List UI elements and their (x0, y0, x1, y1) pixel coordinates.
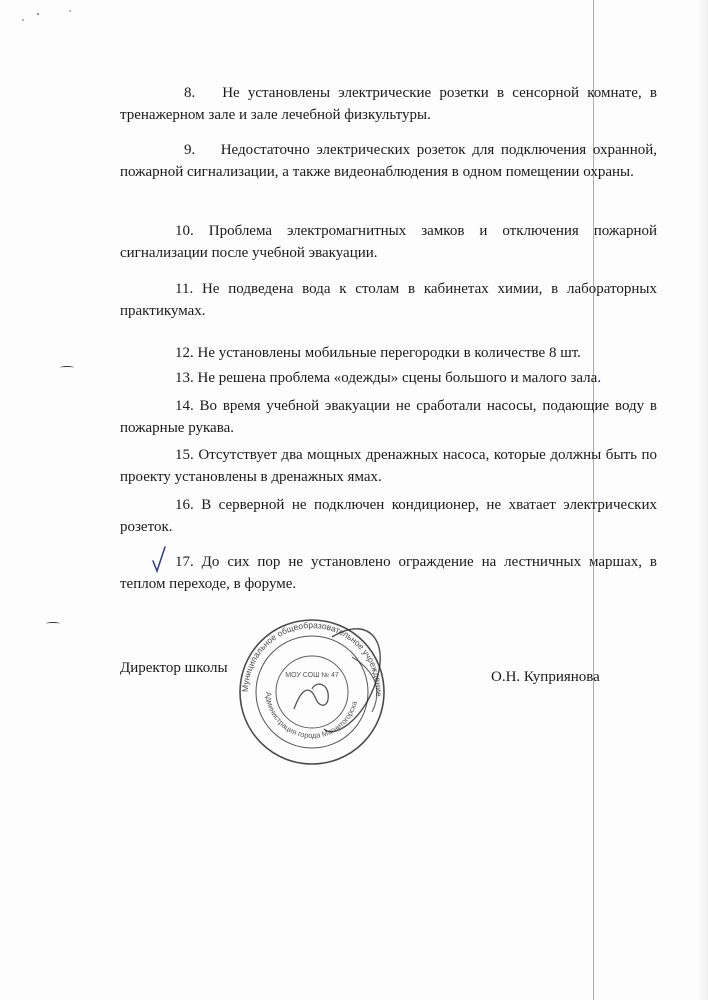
signatory-name: О.Н. Куприянова (491, 669, 600, 685)
page-edge-shade (698, 0, 708, 1000)
item-text: Не установлены электрические розетки в сенсорной комнате, в тренажерном зале и зале лечебной физкультуры. (120, 85, 657, 123)
item-text: До сих пор не установлено ограждение на лестничных маршах, в теплом переходе, в форуме. (120, 554, 658, 592)
list-item (120, 444, 657, 488)
item-number: 16. (175, 497, 194, 513)
item-text: В серверной не подключен кондиционер, не хватает электрических розеток. (120, 497, 657, 535)
svg-text:Муниципальное общеобразователь (240, 620, 384, 697)
scan-mark (46, 622, 60, 625)
item-text: Недостаточно электрических розеток для подключения охранной, пожарной сигнализации, а также видеонаблюдения в одном помещении охраны. (120, 142, 657, 180)
seal-stamp-icon (232, 617, 392, 767)
item-number: 12. (175, 345, 194, 361)
signatory-position: Директор школы (120, 660, 228, 676)
list-item (120, 139, 657, 183)
checkmark-icon (151, 545, 167, 573)
item-text: Не решена проблема «одежды» сцены большого и малого зала. (197, 370, 602, 386)
item-text: Не установлены мобильные перегородки в количестве 8 шт. (197, 345, 581, 361)
list-item (120, 278, 657, 322)
item-number: 13. (175, 370, 194, 386)
stamp-inner-text: Администрация города Магнитогорска (263, 691, 359, 741)
item-number: 8. (184, 85, 196, 101)
item-text: Не подведена вода к столам в кабинетах химии, в лабораторных практикумах. (120, 281, 657, 319)
list-item (120, 342, 657, 364)
list-item (120, 551, 657, 595)
item-number: 14. (175, 398, 194, 414)
item-text: Во время учебной эвакуации не сработали насосы, подающие воду в пожарные рукава. (120, 398, 658, 436)
item-number: 15. (175, 447, 194, 463)
item-number: 9. (184, 142, 196, 158)
list-item (120, 367, 657, 389)
list-item (120, 494, 657, 538)
list-item (120, 82, 657, 126)
scan-mark (60, 366, 74, 369)
svg-text:Администрация города Магнитого (264, 692, 359, 740)
item-number: 17. (175, 554, 194, 570)
item-text: Отсутствует два мощных дренажных насоса, которые должны быть по проекту установлены в дренажных ямах. (120, 447, 657, 485)
stamp-center-text: МОУ СОШ № 47 (285, 672, 339, 679)
scan-specks (20, 8, 110, 31)
list-item (120, 220, 657, 264)
stamp-outer-text: Муниципальное общеобразовательное учреждение (239, 619, 385, 697)
item-number: 11. (175, 281, 194, 297)
item-number: 10. (175, 223, 194, 239)
list-item (120, 395, 657, 439)
item-text: Проблема электромагнитных замков и отключения пожарной сигнализации после учебной эвакуации. (120, 223, 658, 261)
